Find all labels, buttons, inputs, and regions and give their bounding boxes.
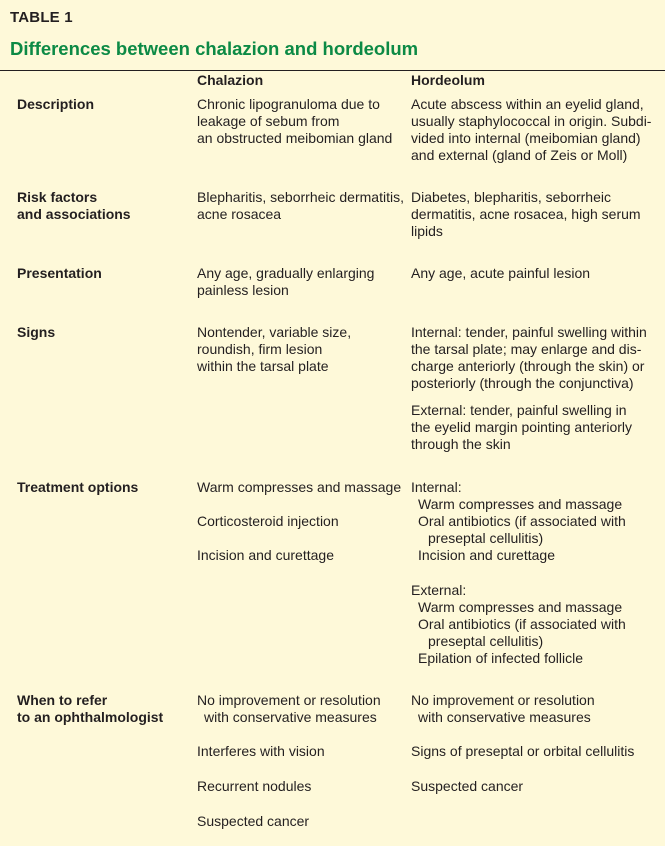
row-label-when-to-refer: When to refer (17, 692, 108, 708)
refer-hordeolum-line: Signs of preseptal or orbital cellulitis (411, 743, 635, 759)
treatment-hordeolum-external-line: Epilation of infected follicle (418, 650, 583, 666)
table-label: TABLE 1 (10, 9, 73, 26)
refer-chalazion-line: No improvement or resolution (197, 692, 381, 708)
row-label-when-to-refer: to an ophthalmologist (17, 709, 164, 725)
risk-chalazion-line: Blepharitis, seborrheic dermatitis, (197, 189, 404, 205)
signs-chalazion-line: Nontender, variable size, (197, 324, 352, 340)
row-label-risk-factors: and associations (17, 206, 131, 222)
signs-hordeolum-external-line: the eyelid margin pointing anteriorly (411, 419, 633, 435)
signs-chalazion-line: roundish, firm lesion (197, 341, 323, 357)
treatment-hordeolum-external-line: preseptal cellulitis) (428, 633, 544, 649)
signs-hordeolum-external-line: through the skin (411, 436, 511, 452)
presentation-chalazion-line: Any age, gradually enlarging (197, 265, 375, 281)
description-chalazion-line: an obstructed meibomian gland (197, 130, 393, 146)
treatment-chalazion-line: Warm compresses and massage (197, 479, 402, 495)
refer-chalazion-line: Recurrent nodules (197, 778, 312, 794)
column-header-hordeolum: Hordeolum (411, 72, 485, 88)
presentation-chalazion-line: painless lesion (197, 282, 289, 298)
description-hordeolum-line: Acute abscess within an eyelid gland, (411, 96, 644, 112)
presentation-hordeolum-line: Any age, acute painful lesion (411, 265, 591, 281)
risk-hordeolum-line: dermatitis, acne rosacea, high serum (411, 206, 641, 222)
treatment-hordeolum-external-line: External: (411, 582, 467, 598)
treatment-chalazion-line: Corticosteroid injection (197, 513, 339, 529)
row-label-presentation: Presentation (17, 265, 102, 281)
refer-chalazion-line: with conservative measures (204, 709, 377, 725)
refer-chalazion-line: Interferes with vision (197, 743, 325, 759)
risk-hordeolum-line: lipids (411, 223, 443, 239)
treatment-hordeolum-internal-line: Incision and curettage (418, 547, 555, 563)
description-chalazion-line: leakage of sebum from (197, 113, 340, 129)
refer-hordeolum-line: No improvement or resolution (411, 692, 595, 708)
treatment-hordeolum-internal-line: Internal: (411, 479, 462, 495)
row-label-signs: Signs (17, 324, 56, 340)
header-rule (0, 70, 665, 71)
signs-hordeolum-internal-line: Internal: tender, painful swelling within (411, 324, 647, 340)
signs-chalazion-line: within the tarsal plate (197, 358, 329, 374)
description-hordeolum-line: usually staphylococcal in origin. Subdi- (411, 113, 652, 129)
table-title: Differences between chalazion and hordeolum (10, 38, 419, 59)
description-hordeolum-line: and external (gland of Zeis or Moll) (411, 147, 628, 163)
description-hordeolum-line: vided into internal (meibomian gland) (411, 130, 641, 146)
refer-chalazion-line: Suspected cancer (197, 813, 310, 829)
description-chalazion-line: Chronic lipogranuloma due to (197, 96, 380, 112)
column-header-chalazion: Chalazion (197, 72, 264, 88)
treatment-hordeolum-external-line: Oral antibiotics (if associated with (418, 616, 626, 632)
treatment-hordeolum-internal-line: Oral antibiotics (if associated with (418, 513, 626, 529)
row-label-risk-factors: Risk factors (17, 189, 98, 205)
signs-hordeolum-internal-line: the tarsal plate; may enlarge and dis- (411, 341, 642, 357)
signs-hordeolum-internal-line: charge anteriorly (through the skin) or (411, 358, 645, 374)
risk-hordeolum-line: Diabetes, blepharitis, seborrheic (411, 189, 611, 205)
row-label-treatment-options: Treatment options (17, 479, 139, 495)
signs-hordeolum-external-line: External: tender, painful swelling in (411, 402, 627, 418)
treatment-hordeolum-internal-line: preseptal cellulitis) (428, 530, 544, 546)
treatment-chalazion-line: Incision and curettage (197, 547, 334, 563)
treatment-hordeolum-external-line: Warm compresses and massage (418, 599, 623, 615)
treatment-hordeolum-internal-line: Warm compresses and massage (418, 496, 623, 512)
risk-chalazion-line: acne rosacea (197, 206, 282, 222)
row-label-description: Description (17, 96, 95, 112)
signs-hordeolum-internal-line: posteriorly (through the conjunctiva) (411, 375, 634, 391)
refer-hordeolum-line: with conservative measures (418, 709, 591, 725)
refer-hordeolum-line: Suspected cancer (411, 778, 524, 794)
